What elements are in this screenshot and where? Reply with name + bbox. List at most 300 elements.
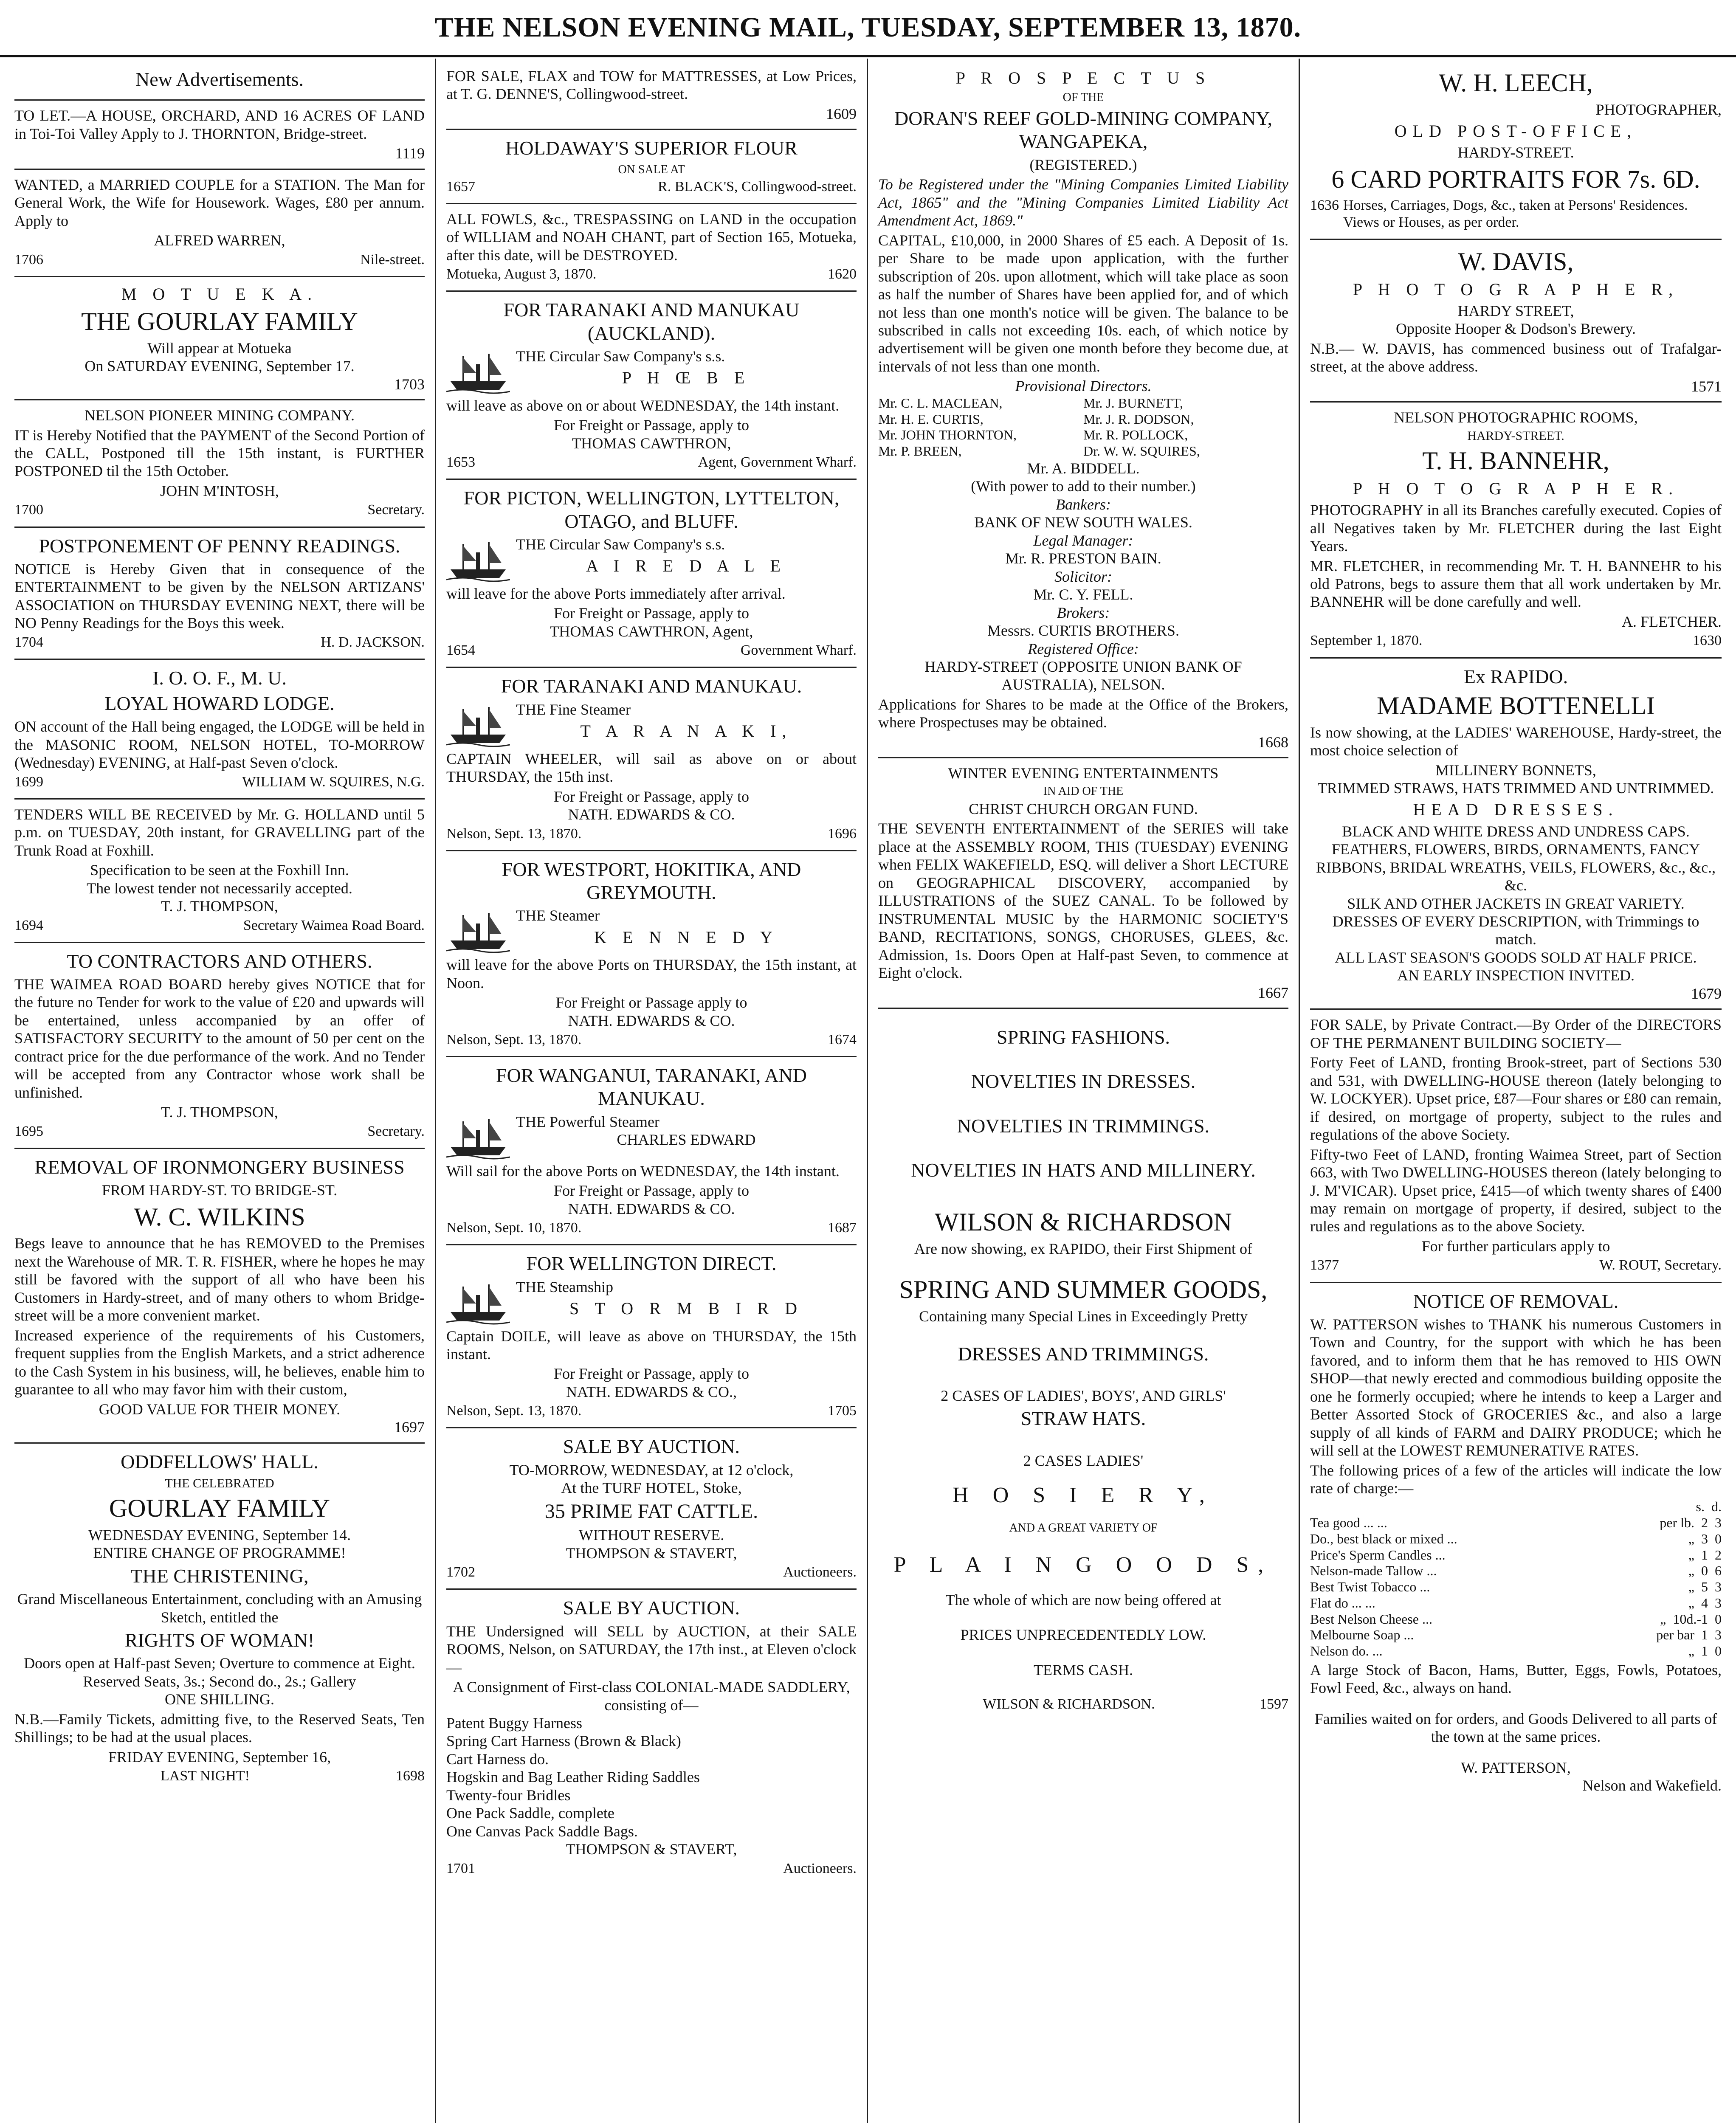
ad-line: For Freight or Passage, apply to xyxy=(554,417,749,434)
ad-heading: FOR PICTON, WELLINGTON, LYTTELTON, OTAGO, and BLUFF. xyxy=(463,487,840,532)
price-shillings: 4 xyxy=(1701,1595,1708,1611)
ad-heading: Ex RAPIDO. xyxy=(1463,665,1568,687)
ad-text: N.B.— W. DAVIS, has commenced business out of Trafalgar-street, at the above address. xyxy=(1310,340,1722,375)
ad-line: Nelson and Wakefield. xyxy=(1582,1777,1722,1794)
ad-heading: FOR WELLINGTON DIRECT. xyxy=(526,1253,777,1275)
list-item: Mr. H. E. CURTIS, xyxy=(878,411,984,427)
ad-text: will leave as above on or about WEDNESDAY, the 14th instant. xyxy=(446,397,840,414)
ad-text: CAPTAIN WHEELER, will sail as above on or about THURSDAY, the 15th inst. xyxy=(446,750,857,786)
ad-number: 1695 xyxy=(14,1123,43,1139)
ad-line: Doors open at Half-past Seven; Overture to commence at Eight. xyxy=(24,1655,415,1672)
ad-subheading: LOYAL HOWARD LODGE. xyxy=(104,693,335,715)
list-item: MILLINERY BONNETS, xyxy=(1435,761,1596,779)
ad-line: For Freight or Passage, apply to xyxy=(554,605,749,622)
ad-line: Families waited on for orders, and Goods Delivered to all parts of the town at the same prices. xyxy=(1314,1710,1717,1746)
ad-line: HARDY STREET, xyxy=(1457,302,1574,319)
ad-number: 1609 xyxy=(826,105,857,122)
list-item: SILK AND OTHER JACKETS IN GREAT VARIETY. xyxy=(1347,895,1685,912)
price-shillings: 10d.-1 xyxy=(1673,1611,1708,1627)
ad-oddfellows-hall xyxy=(14,1444,425,1793)
ad-heading: FOR WANGANUI, TARANAKI, AND MANUKAU. xyxy=(496,1064,807,1109)
ad-line: Solicitor: xyxy=(1054,568,1112,585)
price-shillings: 3 xyxy=(1701,1531,1708,1546)
ad-line: THE Circular Saw Company's s.s. xyxy=(516,535,725,553)
ad-line: 6 CARD PORTRAITS FOR 7s. 6D. xyxy=(1331,165,1700,193)
price-pence: 0 xyxy=(1715,1643,1722,1659)
column-2 xyxy=(436,59,868,2123)
price-unit: per lb. xyxy=(1660,1515,1694,1531)
ad-text: Will sail for the above Ports on WEDNESDAY, the 14th instant. xyxy=(446,1162,840,1180)
ad-madame-bottenelli xyxy=(1310,659,1722,1010)
ad-text: NOTICE is Hereby Given that in consequence of the ENTERTAINMENT to be given by the NELSON ARTIZANS' ASSOCIATION on THURSDAY EVENING NEXT, there will be NO Penny Readings for the Boys this week. xyxy=(14,560,425,632)
ad-line: Registered Office: xyxy=(1028,640,1139,657)
ad-line: Containing many Special Lines in Exceedingly Pretty xyxy=(919,1308,1248,1325)
ad-line: Legal Manager: xyxy=(1033,532,1133,549)
price-shillings: 2 xyxy=(1701,1515,1708,1531)
ad-title: GOURLAY FAMILY xyxy=(109,1494,330,1523)
ad-text: WANTED, a MARRIED COUPLE for a STATION. The Man for General Work, the Wife for Housework. Wages, £80 per annum. Apply to xyxy=(14,176,425,229)
table-row xyxy=(1310,1595,1722,1611)
ad-role: Auctioneers. xyxy=(783,1860,857,1876)
price-pence: 6 xyxy=(1715,1563,1722,1579)
ad-number: 1674 xyxy=(828,1032,857,1048)
ad-heading: SALE BY AUCTION. xyxy=(563,1597,740,1619)
ad-line: Mr. A. BIDDELL. xyxy=(1027,459,1140,477)
ad-signature: THOMPSON & STAVERT, xyxy=(566,1544,737,1562)
ad-text: Captain DOILE, will leave as above on THURSDAY, the 15th instant. xyxy=(446,1327,857,1363)
ad-signature: ALFRED WARREN, xyxy=(154,232,285,249)
ad-line: Specification to be seen at the Foxhill Inn. xyxy=(90,862,349,879)
ad-line: (With power to add to their number.) xyxy=(971,478,1196,495)
price-item: Do., best black or mixed ... xyxy=(1310,1531,1457,1546)
newspaper-page xyxy=(4,59,1732,2123)
price-item: Flat do ... ... xyxy=(1310,1595,1375,1611)
ad-line: On SATURDAY EVENING, September 17. xyxy=(85,358,355,375)
ad-title: 35 PRIME FAT CATTLE. xyxy=(544,1500,758,1523)
ad-holdaway-flour xyxy=(446,130,857,204)
ad-line: DRESSES AND TRIMMINGS. xyxy=(958,1343,1209,1365)
price-pence: 3 xyxy=(1715,1595,1722,1611)
ad-signature: W. PATTERSON, xyxy=(1461,1759,1571,1776)
ad-line: Are now showing, ex RAPIDO, their First Shipment of xyxy=(914,1240,1252,1257)
steamship-icon xyxy=(446,1278,510,1325)
ad-signature: T. J. THOMPSON, xyxy=(161,1104,278,1121)
ad-signature: NATH. EDWARDS & CO. xyxy=(568,1012,735,1029)
ad-number: 1702 xyxy=(446,1564,475,1580)
price-pence: 3 xyxy=(1715,1627,1722,1643)
ad-ship-airedale xyxy=(446,480,857,668)
ad-text: will leave for the above Ports on THURSDAY, the 15th instant, at Noon. xyxy=(446,956,857,991)
ad-heading: NELSON PIONEER MINING COMPANY. xyxy=(84,407,355,424)
list-item: One Pack Saddle, complete xyxy=(446,1805,614,1822)
ad-text: ON account of the Hall being engaged, the LODGE will be held in the MASONIC ROOM, NELSON HOTEL, TO-MORROW (Wednesday) EVENING, at Half-past Seven o'clock. xyxy=(14,718,425,771)
price-unit: „ xyxy=(1688,1595,1694,1611)
ad-line: WEDNESDAY EVENING, September 14. xyxy=(88,1526,351,1543)
list-item: Mr. C. L. MACLEAN, xyxy=(878,395,1003,411)
ad-number: 1654 xyxy=(446,642,475,659)
ad-title: HOLDAWAY'S SUPERIOR FLOUR xyxy=(505,137,798,159)
ad-title: THE GOURLAY FAMILY xyxy=(81,307,358,335)
ad-line: THE Circular Saw Company's s.s. xyxy=(516,347,725,365)
ad-number: 1119 xyxy=(395,145,425,162)
ad-title: DORAN'S REEF GOLD-MINING COMPANY, WANGAPEKA, xyxy=(894,107,1273,152)
ad-seller: R. BLACK'S, Collingwood-street. xyxy=(658,178,857,194)
ad-number: 1698 xyxy=(396,1768,425,1784)
ad-line: NOVELTIES IN DRESSES. xyxy=(971,1070,1196,1092)
ad-number: 1704 xyxy=(14,634,43,650)
ad-signature: T. J. THOMPSON, xyxy=(161,898,278,915)
ad-line: THE Steamship xyxy=(516,1278,613,1295)
ad-line: Brokers: xyxy=(1057,604,1110,621)
ad-wanted xyxy=(14,170,425,277)
ad-role: Secretary. xyxy=(367,1123,425,1139)
ad-tenders xyxy=(14,800,425,943)
ad-text: The following prices of a few of the articles will indicate the low rate of charge:— xyxy=(1310,1461,1722,1497)
price-pence: 0 xyxy=(1715,1611,1722,1627)
list-item: Mr. R. POLLOCK, xyxy=(1083,427,1188,443)
ad-line: P H O T O G R A P H E R, xyxy=(1353,279,1679,299)
masthead: THE NELSON EVENING MAIL, TUESDAY, SEPTEMBER 13, 1870. xyxy=(0,0,1736,57)
ad-new-advertisements xyxy=(14,61,425,101)
ad-line: SPRING AND SUMMER GOODS, xyxy=(899,1275,1268,1304)
list-item: Spring Cart Harness (Brown & Black) xyxy=(446,1732,681,1750)
ad-line: Will appear at Motueka xyxy=(147,339,292,357)
ad-text: W. PATTERSON wishes to THANK his numerous Customers in Town and Country, for the support with which he has been favored, and to inform them that he has removed to HIS OWN SHOP—that newly erected and commodious building opposite the one he formerly occupied; where he intends to keep a Larger and Better Assorted Stock of GROCERIES &c., and also a large supply of all kinds of FARM and DAIRY PRODUCE; which he will sell at the LOWEST REMUNERATIVE RATES. xyxy=(1310,1315,1722,1459)
ad-line: PHOTOGRAPHER, xyxy=(1595,101,1722,118)
ad-line: P L A I N G O O D S, xyxy=(893,1553,1273,1577)
ship-name: A I R E D A L E xyxy=(586,556,786,576)
ad-heading: TO CONTRACTORS AND OTHERS. xyxy=(67,950,372,972)
price-unit: „ xyxy=(1688,1643,1694,1659)
section-heading: New Advertisements. xyxy=(135,68,304,90)
ad-title: W. H. LEECH, xyxy=(1439,69,1593,97)
ad-signature: WILSON & RICHARDSON. xyxy=(983,1696,1155,1712)
ad-line: SPRING FASHIONS. xyxy=(996,1026,1170,1048)
ad-line: Grand Miscellaneous Entertainment, concluding with an Amusing Sketch, entitled the xyxy=(17,1591,422,1626)
list-item: Mr. P. BREEN, xyxy=(878,443,962,459)
steamship-icon xyxy=(446,1113,510,1160)
ad-heading: WINTER EVENING ENTERTAINMENTS xyxy=(948,765,1219,782)
price-item: Best Twist Tobacco ... xyxy=(1310,1579,1430,1595)
list-item: TRIMMED STRAWS, HATS TRIMMED AND UNTRIMMED. xyxy=(1317,779,1714,797)
price-pence: 3 xyxy=(1715,1515,1722,1531)
list-item: ALL LAST SEASON'S GOODS SOLD AT HALF PRICE. xyxy=(1335,949,1697,966)
ad-signature: WILLIAM W. SQUIRES, N.G. xyxy=(242,774,425,790)
table-row xyxy=(1310,1627,1722,1643)
ad-line: HARDY-STREET. xyxy=(1467,428,1564,443)
ad-tagline: GOOD VALUE FOR THEIR MONEY. xyxy=(99,1400,341,1418)
ad-line: WITHOUT RESERVE. xyxy=(578,1526,724,1544)
ad-role: Government Wharf. xyxy=(740,642,857,659)
price-shillings: 1 xyxy=(1701,1627,1708,1643)
ad-text: THE Undersigned will SELL by AUCTION, at their SALE ROOMS, Nelson, on SATURDAY, the 17th inst., at Eleven o'clock— xyxy=(446,1622,857,1676)
ad-line: A Consignment of First-class COLONIAL-MADE SADDLERY, consisting of— xyxy=(453,1678,850,1714)
price-unit: „ xyxy=(1688,1579,1694,1595)
ad-ship-phoebe xyxy=(446,292,857,480)
ad-line: Bankers: xyxy=(1056,496,1111,513)
ad-line: The whole of which are now being offered at xyxy=(945,1591,1221,1608)
price-item: Melbourne Soap ... xyxy=(1310,1627,1414,1643)
table-row xyxy=(1310,1563,1722,1579)
ad-ship-kennedy xyxy=(446,851,857,1058)
ad-line: HARDY-STREET (OPPOSITE UNION BANK OF AUSTRALIA), NELSON. xyxy=(924,658,1242,693)
ad-line: FRIDAY EVENING, September 16, xyxy=(108,1748,331,1765)
ad-number: 1657 xyxy=(446,178,475,194)
ad-date: Nelson, Sept. 10, 1870. xyxy=(446,1220,582,1236)
column-4 xyxy=(1300,59,1732,2123)
list-item: FEATHERS, FLOWERS, BIRDS, ORNAMENTS, FANCY RIBBONS, BRIDAL WREATHS, VEILS, FLOWERS, &c., &c., &c. xyxy=(1316,841,1716,894)
ship-name: K E N N E D Y xyxy=(594,927,778,947)
ad-role: Secretary Waimea Road Board. xyxy=(243,917,425,933)
ship-name: T A R A N A K I, xyxy=(580,721,792,741)
ad-line: For Freight or Passage, apply to xyxy=(554,1365,749,1382)
ad-number: 1696 xyxy=(828,825,857,842)
ad-line: The lowest tender not necessarily accepted. xyxy=(87,879,352,897)
ad-text: Fifty-two Feet of LAND, fronting Waimea Street, part of Section 663, with Two DWELLING-HOUSES thereon (lately belonging to J. M'VICAR). Upset price, £415—of which twenty shares of £400 may remain on mortgage of property, if desired, subject to the rules and regulations as to the above Society. xyxy=(1310,1146,1722,1235)
ad-line: OF THE xyxy=(1062,91,1104,104)
list-item: Patent Buggy Harness xyxy=(446,1714,582,1732)
ad-number: 1597 xyxy=(1260,1696,1288,1712)
ad-line: NOVELTIES IN HATS AND MILLINERY. xyxy=(911,1159,1256,1181)
ad-number: 1706 xyxy=(14,251,43,267)
ad-heading: POSTPONEMENT OF PENNY READINGS. xyxy=(39,535,400,557)
ad-penny-readings xyxy=(14,528,425,660)
ad-line: TO-MORROW, WEDNESDAY, at 12 o'clock, xyxy=(509,1461,794,1478)
price-shillings: 0 xyxy=(1701,1563,1708,1579)
ad-text: IT is Hereby Notified that the PAYMENT of the Second Portion of the CALL, Postponed till the 15th instant, is FURTHER POSTPONED til the 15th October. xyxy=(14,426,425,480)
table-row xyxy=(1310,1515,1722,1531)
ad-line: Opposite Hooper & Dodson's Brewery. xyxy=(1395,320,1636,338)
ad-line: H O S I E R Y, xyxy=(953,1483,1214,1508)
ad-signature: NATH. EDWARDS & CO. xyxy=(568,1200,735,1217)
ad-line: ENTIRE CHANGE OF PROGRAMME! xyxy=(93,1544,346,1562)
ad-text: ALL FOWLS, &c., TRESPASSING on LAND in the occupation of WILLIAM and NOAH CHANT, part of Section 165, Motueka, after this date, will be DESTROYED. xyxy=(446,210,857,264)
shillings-header: s. xyxy=(1696,1499,1705,1515)
table-row xyxy=(1310,1611,1722,1627)
ad-subheading: FROM HARDY-ST. TO BRIDGE-ST. xyxy=(101,1182,338,1199)
ad-line: ON SALE AT xyxy=(618,163,685,176)
ad-ship-taranaki xyxy=(446,668,857,851)
table-row xyxy=(1310,1531,1722,1547)
ad-ship-charles-edward xyxy=(446,1057,857,1245)
ad-ironmongery-removal xyxy=(14,1149,425,1444)
ship-name: CHARLES EDWARD xyxy=(617,1131,756,1149)
ad-number: 1571 xyxy=(1691,377,1722,395)
ad-line: THE Powerful Steamer xyxy=(516,1113,659,1130)
ad-number: 1667 xyxy=(1258,984,1288,1001)
ad-number: 1701 xyxy=(446,1860,475,1876)
steamship-icon xyxy=(446,701,510,747)
ad-street: Nile-street. xyxy=(360,251,425,267)
list-item: BLACK AND WHITE DRESS AND UNDRESS CAPS. xyxy=(1342,822,1690,840)
ad-flax xyxy=(446,61,857,130)
ad-number: 1630 xyxy=(1693,633,1722,649)
steamship-icon xyxy=(446,347,510,394)
ad-role: Secretary. xyxy=(367,502,425,518)
ad-line: Provisional Directors. xyxy=(1015,377,1152,395)
column-3 xyxy=(868,59,1300,2123)
price-list xyxy=(1310,1499,1722,1659)
price-unit: per bar xyxy=(1656,1627,1694,1643)
ad-patterson-removal xyxy=(1310,1283,1722,1801)
ad-heading: SALE BY AUCTION. xyxy=(563,1436,740,1458)
ad-heading: M O T U E K A. xyxy=(121,284,318,304)
ad-contractors xyxy=(14,943,425,1149)
list-item: Hogskin and Bag Leather Riding Saddles xyxy=(446,1768,700,1786)
price-shillings: 1 xyxy=(1701,1547,1708,1563)
directors-list xyxy=(878,395,1288,459)
ad-title: W. DAVIS, xyxy=(1458,247,1574,276)
ad-auction-cattle xyxy=(446,1428,857,1590)
ad-signature: NATH. EDWARDS & CO., xyxy=(566,1383,737,1400)
ad-number: 1699 xyxy=(14,774,43,790)
ad-number: 1653 xyxy=(446,454,475,470)
ad-text: will leave for the above Ports immediately after arrival. xyxy=(446,585,786,602)
list-item: Mr. J. BURNETT, xyxy=(1083,395,1183,411)
ship-name: P H Œ B E xyxy=(622,368,751,388)
price-item: Tea good ... ... xyxy=(1310,1515,1387,1531)
ad-title: WILSON & RICHARDSON xyxy=(934,1208,1232,1236)
ad-line: 2 CASES OF LADIES', BOYS', AND GIRLS' xyxy=(941,1387,1226,1404)
ad-text: Horses, Carriages, Dogs, &c., taken at Persons' Residences. Views or Houses, as per order. xyxy=(1343,197,1688,230)
table-row xyxy=(1310,1643,1722,1659)
ad-text: MR. FLETCHER, in recommending Mr. T. H. BANNEHR to his old Patrons, begs to assure them that all work undertaken by Mr. BANNEHR will be done carefully and well. xyxy=(1310,557,1722,611)
ad-line: TERMS CASH. xyxy=(1033,1661,1133,1678)
ad-line: STRAW HATS. xyxy=(1020,1408,1146,1430)
ad-title: T. H. BANNEHR, xyxy=(1422,447,1609,475)
ad-signature: THOMPSON & STAVERT, xyxy=(566,1841,737,1858)
ad-line: IN AID OF THE xyxy=(1043,784,1124,798)
price-pence: 2 xyxy=(1715,1547,1722,1563)
ad-text: Is now showing, at the LADIES' WAREHOUSE, Hardy-street, the most choice selection of xyxy=(1310,724,1722,759)
ad-line: RIGHTS OF WOMAN! xyxy=(124,1629,315,1651)
ad-line: THE Steamer xyxy=(516,907,600,924)
price-item: Nelson do. ... xyxy=(1310,1643,1383,1659)
ad-number: 1700 xyxy=(14,502,43,518)
ad-line: OLD POST-OFFICE, xyxy=(1394,121,1637,141)
ad-number: 1705 xyxy=(828,1403,857,1419)
ad-text: THE SEVENTH ENTERTAINMENT of the SERIES will take place at the ASSEMBLY ROOM, THIS (TUESDAY) EVENING when FELIX WAKEFIELD, ESQ. will deliver a Short LECTURE on GEOGRAPHICAL DISCOVERY, accompanied by ILLUSTRATIONS of the SUEZ CANAL. To be followed by INSTRUMENTAL MUSIC by the HARMONIC SOCIETY'S BAND, RECITATIONS, SONGS, CHORUSES, GLEES, &c. Admission, 1s. Doors Open at Half-past Seven, to commence at Eight o'clock. xyxy=(878,820,1288,982)
price-shillings: 1 xyxy=(1701,1643,1708,1659)
ad-line: For further particulars apply to xyxy=(1421,1237,1610,1255)
ad-number: 1703 xyxy=(394,375,425,393)
item-list xyxy=(446,1714,857,1840)
ad-heading: FOR WESTPORT, HOKITIKA, AND GREYMOUTH. xyxy=(502,858,801,903)
ad-text: Begs leave to announce that he has REMOVED to the Premises next the Warehouse of MR. T. R. FISHER, where he hopes he may still be favored with the support of all who have been his Customers in Hardy-street, and of many others to whom Bridge-street will be a more convenient market. xyxy=(14,1235,425,1324)
ad-signature: THOMAS CAWTHRON, xyxy=(572,434,731,452)
ad-text: To be Registered under the "Mining Companies Limited Liability Act, 1865" and the "Mining Companies Limited Liability Act Amendment Act, 1869." xyxy=(878,176,1288,229)
ad-line: P H O T O G R A P H E R. xyxy=(1353,479,1679,498)
ad-line: Messrs. CURTIS BROTHERS. xyxy=(987,622,1179,639)
ad-line: At the TURF HOTEL, Stoke, xyxy=(561,1479,742,1497)
ad-line: THE CHRISTENING, xyxy=(130,1565,309,1587)
price-list-header xyxy=(1310,1499,1722,1515)
ad-title: W. C. WILKINS xyxy=(134,1202,305,1231)
ad-date: September 1, 1870. xyxy=(1310,633,1423,649)
ad-signature: W. ROUT, Secretary. xyxy=(1599,1257,1722,1273)
ad-text: FOR SALE, by Private Contract.—By Order of the DIRECTORS OF THE PERMANENT BUILDING SOCIETY— xyxy=(1310,1016,1722,1051)
ad-text: Applications for Shares to be made at the Office of the Brokers, where Prospectuses may be obtained. xyxy=(878,695,1288,731)
ad-text: A large Stock of Bacon, Hams, Butter, Eggs, Fowls, Potatoes, Fowl Feed, &c., always on hand. xyxy=(1310,1661,1722,1697)
ad-motueka xyxy=(14,277,425,400)
ad-role: Agent, Government Wharf. xyxy=(698,454,857,470)
pence-header: d. xyxy=(1711,1499,1722,1515)
ad-role: Auctioneers. xyxy=(783,1564,857,1580)
ad-building-society-sale xyxy=(1310,1010,1722,1283)
ad-line: LAST NIGHT! xyxy=(161,1768,250,1784)
ad-line: HARDY-STREET. xyxy=(1457,144,1574,161)
ad-wilson-richardson xyxy=(878,1009,1288,1720)
ad-line: For Freight or Passage, apply to xyxy=(554,788,749,805)
ad-signature: A. FLETCHER. xyxy=(1621,613,1722,630)
ad-line: THE CELEBRATED xyxy=(165,1476,274,1490)
table-row xyxy=(1310,1579,1722,1595)
price-pence: 0 xyxy=(1715,1531,1722,1546)
ad-heading: FOR TARANAKI AND MANUKAU (AUCKLAND). xyxy=(503,299,800,344)
ad-date: Nelson, Sept. 13, 1870. xyxy=(446,1403,582,1419)
ad-number: 1620 xyxy=(828,266,857,282)
ad-text: N.B.—Family Tickets, admitting five, to the Reserved Seats, Ten Shillings; to be had at the usual places. xyxy=(14,1710,425,1746)
ad-line: NOVELTIES IN TRIMMINGS. xyxy=(957,1115,1210,1137)
ad-winter-entertainments xyxy=(878,758,1288,1009)
ad-line: For Freight or Passage, apply to xyxy=(554,1182,749,1199)
ad-line: (REGISTERED.) xyxy=(1029,156,1137,173)
ad-text: PHOTOGRAPHY in all its Branches carefully executed. Copies of all Negatives taken by Mr. FLETCHER during the last Eight Years. xyxy=(1310,501,1722,555)
ad-text: TO LET.—A HOUSE, ORCHARD, AND 16 ACRES OF LAND in Toi-Toi Valley Apply to J. THORNTON, Bridge-street. xyxy=(14,107,425,142)
ad-line: AND A GREAT VARIETY OF xyxy=(1009,1521,1158,1535)
ad-date: Motueka, August 3, 1870. xyxy=(446,266,597,282)
ad-to-let xyxy=(14,101,425,169)
ad-number: 1377 xyxy=(1310,1257,1339,1273)
list-item: One Canvas Pack Saddle Bags. xyxy=(446,1822,638,1840)
price-unit: „ xyxy=(1660,1611,1666,1627)
ad-date: Nelson, Sept. 13, 1870. xyxy=(446,825,582,842)
ad-heading: NELSON PHOTOGRAPHIC ROOMS, xyxy=(1394,409,1638,426)
steamship-icon xyxy=(446,907,510,953)
ad-dorans-reef-prospectus xyxy=(878,61,1288,758)
ad-signature: THOMAS CAWTHRON, Agent, xyxy=(550,622,753,640)
steamship-icon xyxy=(446,535,510,582)
ad-number: 1679 xyxy=(1691,985,1722,1002)
ad-heading: FOR TARANAKI AND MANUKAU. xyxy=(501,675,802,697)
ad-line: BANK OF NEW SOUTH WALES. xyxy=(974,514,1192,531)
list-item: DRESSES OF EVERY DESCRIPTION, with Trimmings to match. xyxy=(1332,912,1699,948)
ad-text: Forty Feet of LAND, fronting Brook-street, part of Sections 530 and 531, with DWELLING-HOUSE thereon (lately belonging to W. LOCKYER). Upset price, £87—Four shares or £80 can remain, if desired, on mortgage of property, subject to the rules and regulations of the above Society. xyxy=(1310,1054,1722,1143)
ship-name: S T O R M B I R D xyxy=(569,1298,803,1318)
ad-davis-photographer xyxy=(1310,240,1722,403)
ad-heading: NOTICE OF REMOVAL. xyxy=(1413,1290,1619,1312)
ad-number: 1697 xyxy=(394,1419,425,1436)
list-item: Mr. J. R. DODSON, xyxy=(1083,411,1194,427)
ad-heading: P R O S P E C T U S xyxy=(955,68,1211,87)
ad-date: Nelson, Sept. 13, 1870. xyxy=(446,1032,582,1048)
column-1 xyxy=(4,59,436,2123)
ad-number: 1687 xyxy=(828,1220,857,1236)
list-item: Dr. W. W. SQUIRES, xyxy=(1083,443,1200,459)
list-item: Twenty-four Bridles xyxy=(446,1786,571,1804)
ad-heading: REMOVAL OF IRONMONGERY BUSINESS xyxy=(34,1156,405,1178)
ad-leech-photographer xyxy=(1310,61,1722,240)
ad-line: For Freight or Passage apply to xyxy=(555,994,747,1011)
ad-text: THE WAIMEA ROAD BOARD hereby gives NOTICE that for the future no Tender for work to the value of £20 and upwards will be entertained, unless accompanied by an offer of SATISFACTORY SECURITY to the amount of 50 per cent on the contract price for the due performance of the work. And no Tender will be accepted from any Contractor whose work shall be unfinished. xyxy=(14,975,425,1101)
price-item: Nelson-made Tallow ... xyxy=(1310,1563,1437,1579)
ad-line: Reserved Seats, 3s.; Second do., 2s.; Gallery xyxy=(83,1672,356,1690)
ad-signature: NATH. EDWARDS & CO. xyxy=(568,806,735,823)
ad-heading: ODDFELLOWS' HALL. xyxy=(121,1450,318,1473)
ad-text: Increased experience of the requirements of his Customers, frequent supplies from the English Markets, and a strict adherence to the Cash System in his business, will, he believes, enable him to guarantee to all who may favor him with their custom, xyxy=(14,1326,425,1398)
price-item: Price's Sperm Candles ... xyxy=(1310,1547,1446,1563)
price-unit: „ xyxy=(1688,1547,1694,1563)
